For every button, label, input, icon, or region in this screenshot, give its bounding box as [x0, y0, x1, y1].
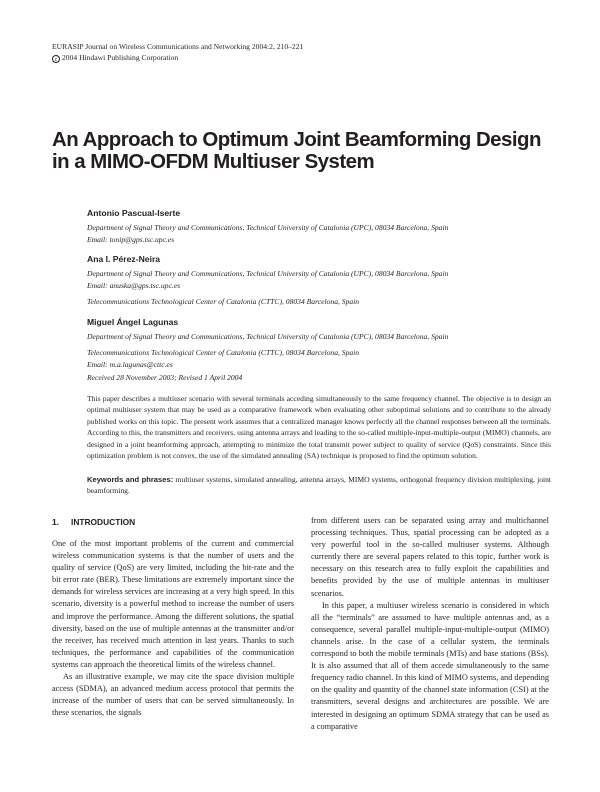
body-column-right	[311, 515, 549, 733]
affiliation: Department of Signal Theory and Communications, Technical University of Catalonia (UPC), 08034 Barcelona, Spain	[87, 223, 449, 232]
body-column-left	[52, 538, 294, 719]
section-title: INTRODUCTION	[71, 517, 136, 527]
affiliation: Department of Signal Theory and Communications, Technical University of Catalonia (UPC), 08034 Barcelona, Spain	[87, 331, 449, 341]
paper-title-line-1: An Approach to Optimum Joint Beamforming Design	[52, 129, 541, 151]
author-email: Email: tonip@gps.tsc.upc.es	[87, 234, 175, 244]
author-name: Miguel Ángel Lagunas	[87, 316, 179, 327]
author-block	[87, 208, 567, 245]
section-number: 1.	[52, 517, 59, 527]
keywords-text: multiuser systems, simulated annealing, antenna arrays, MIMO systems, orthogonal frequency division multiplexing, joint beamforming.	[87, 475, 552, 496]
author-name: Antonio Pascual-Iserte	[87, 208, 181, 218]
affiliation: Telecommunications Technological Center of Catalonia (CTTC), 08034 Barcelona, Spain	[87, 297, 360, 306]
paragraph: As an illustrative example, we may cite the space division multiple access (SDMA), an advanced medium access protocol that permits the increase of the number of users that can be served simultaneously. In these scenarios, the signals	[52, 672, 294, 718]
copyright-icon: c	[52, 55, 60, 63]
paper-title-line-2: in a MIMO-OFDM Multiuser System	[52, 151, 375, 173]
author-block	[87, 254, 567, 308]
author-block	[87, 317, 567, 371]
keywords-label: Keywords and phrases:	[87, 475, 174, 484]
abstract: This paper describes a multiuser scenario with several terminals acceding simultaneously to the same frequency channel. The objective is to design an optimal multiuser system that may be used as a comparative framework when evaluating other suboptimal solutions and to contribute to the already published works on this topic. The present work assumes that a centralized manager knows perfectly all the channel responses between all the terminals. According to this, the transmitters and receivers, using antenna arrays and leading to the so-called multiple-input-multiple-output (MIMO) channels, are designed in a joint beamforming approach, attempting to minimize the total transmit power subject to quality of service (QoS) constraints. Since this optimization problem is not convex, the use of the simulated annealing (SA) technique is proposed to find the optimum solution.	[87, 394, 551, 461]
copyright-line	[52, 52, 303, 63]
author-email: Email: anuska@gps.tsc.upc.es	[87, 280, 181, 290]
author-name: Ana I. Pérez-Neira	[87, 254, 161, 264]
paper-title	[52, 129, 572, 173]
paragraph: from different users can be separated using array and multichannel processing techniques. Thus, spatial processing can be adopted as a very powerful tool in the so-called multiuser systems. Although currently there are several papers related to this topic, further work is necessary on this research area to fully exploit the capabilities and benefits provided by the use of multiple antennas in multiuser scenarios.	[311, 516, 549, 598]
journal-citation: EURASIP Journal on Wireless Communications and Networking 2004:2, 210–221	[52, 42, 304, 51]
affiliation: Department of Signal Theory and Communications, Technical University of Catalonia (UPC), 08034 Barcelona, Spain	[87, 269, 449, 278]
affiliation: Telecommunications Technological Center of Catalonia (CTTC), 08034 Barcelona, Spain	[87, 348, 360, 357]
author-email: Email: m.a.lagunas@cttc.es	[87, 359, 173, 369]
paragraph: One of the most important problems of the current and commercial wireless communication systems is that the number of users and the quality of service (QoS) are very limited, including the bit-rate and the bit error rate (BER). These limitations are extremely important since the demands for wireless services are increasing at a very high speed. In this scenario, diversity is a powerful method to increase the number of users and improve the performance. Among the different solutions, the spatial diversity, based on the use of multiple antennas at the transmitter and/or the receiver, has received much attention in last years. Thanks to such techniques, the performance and capabilities of the communication systems can approach the theoretical limits of the wireless channel.	[52, 539, 294, 669]
keywords	[87, 474, 551, 497]
paragraph: In this paper, a multiuser wireless scenario is considered in which all the “terminals” are assumed to have multiple antennas and, as a consequence, several parallel multiple-input-multiple-output (MIMO) channels arise. In the case of a cellular system, the terminals correspond to both the mobile terminals (MTs) and base stations (BSs). It is also assumed that all of them accede simultaneously to the same frequency radio channel. In this kind of MIMO systems, and depending on the quality and quantity of the channel state information (CSI) at the transmitters, several designs and architectures are possible. We are interested in designing an optimum SDMA strategy that can be used as a comparative	[311, 600, 549, 731]
journal-header	[52, 41, 303, 63]
section-heading	[52, 517, 135, 527]
author-list	[87, 208, 567, 379]
received-dates: Received 28 November 2003; Revised 1 April 2004	[87, 373, 243, 382]
copyright-text: 2004 Hindawi Publishing Corporation	[62, 53, 179, 62]
